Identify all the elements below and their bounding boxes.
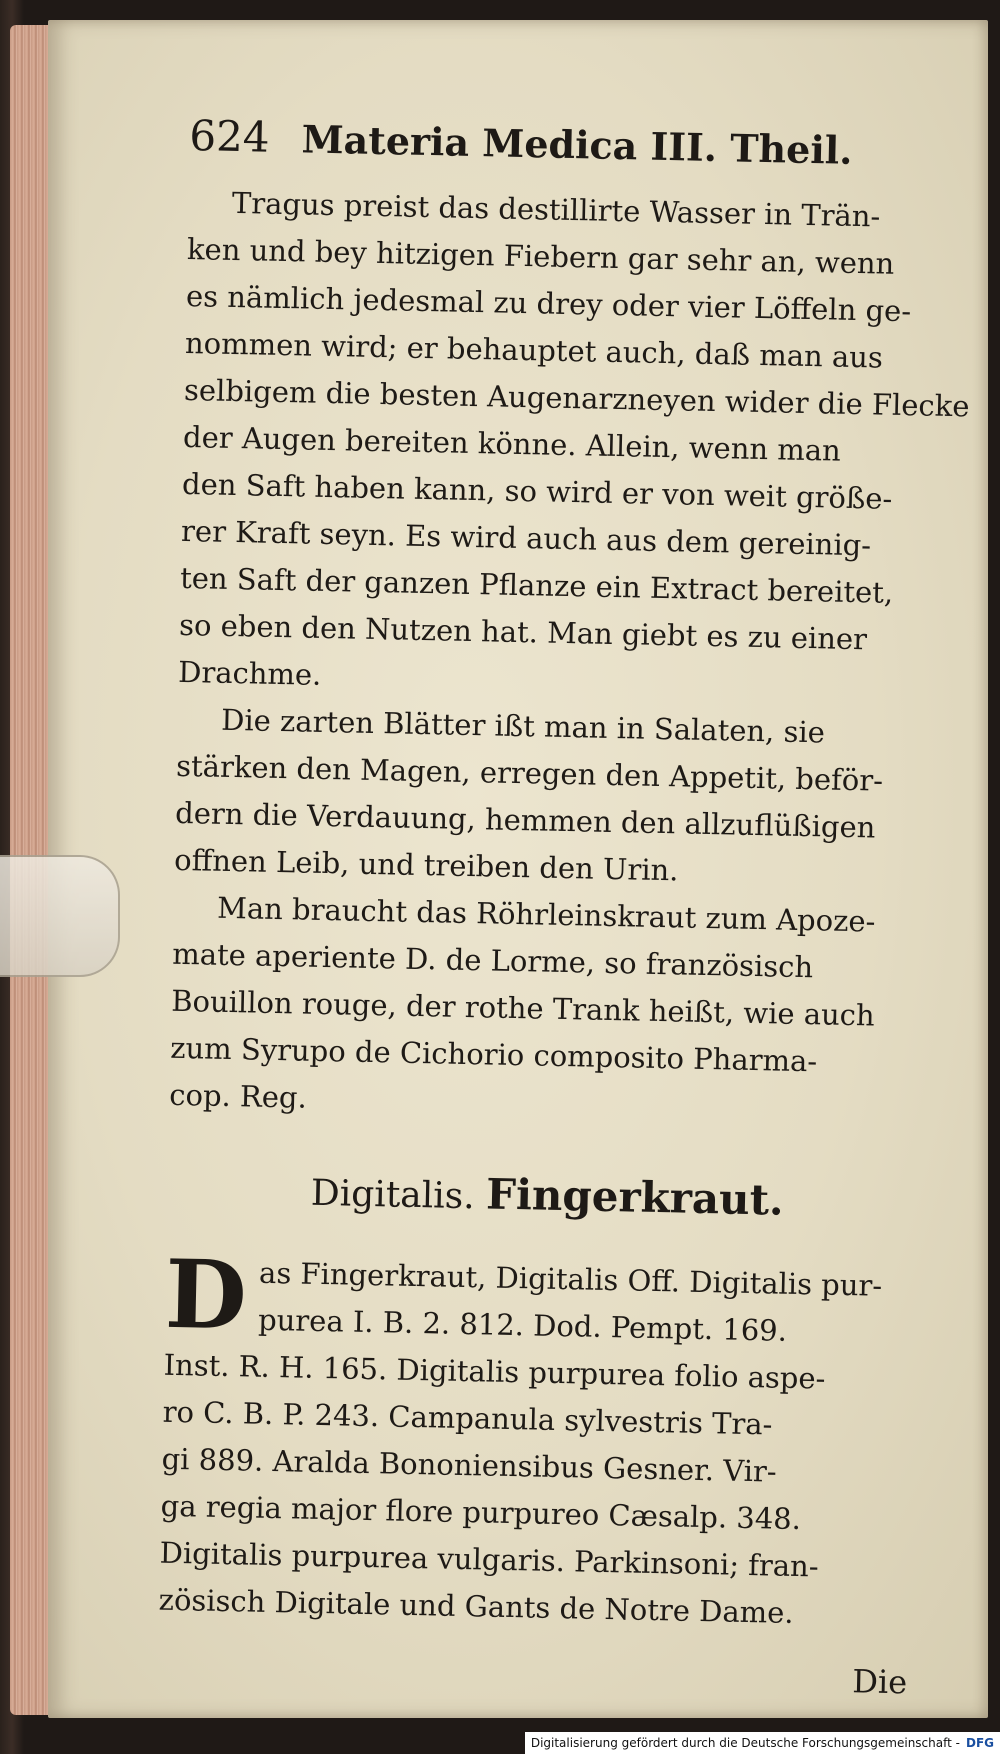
text-line: cop. Reg. [168,1077,308,1115]
text-line: offnen Leib, und treiben den Urin. [173,842,679,888]
text-line: es nämlich jedesmal zu drey oder vier Löffeln ge- [185,278,912,329]
text-line: ga regia major flore purpureo Cæsalp. 348. [160,1488,802,1537]
text-line: Man braucht das Röhrleinskraut zum Apoze- [216,890,876,939]
text-line: ten Saft der ganzen Pflanze ein Extract bereitet, [179,560,894,610]
text-line: gi 889. Aralda Bononiensibus Gesner. Vir- [161,1441,777,1489]
text-line: purea I. B. 2. 812. Dod. Pempt. 169. [257,1302,788,1348]
text-line: dern die Verdauung, hemmen den allzuflüßigen [174,795,876,845]
catchword: Die [851,1662,908,1702]
text-line: ro C. B. P. 243. Campanula sylvestris Tra- [162,1394,773,1442]
paragraph-tragus [177,179,970,712]
text-line: nommen wird; er behauptet auch, daß man aus [184,325,884,375]
drop-cap: D [163,1239,248,1352]
text-line: der Augen bereiten könne. Allein, wenn man [182,419,842,468]
running-title: Materia Medica III. Theil. [301,116,853,173]
dfg-logo: DFG [965,1736,994,1750]
text-line: Die zarten Blätter ißt man in Salaten, sie [220,702,826,750]
text-line: zum Syrupo de Cichorio composito Pharma- [169,1030,818,1079]
digitization-footer [525,1732,1000,1754]
section-heading [167,1163,928,1228]
text-line: Inst. R. H. 165. Digitalis purpurea folio aspe- [163,1347,826,1396]
paragraph-digitalis [158,1239,926,1640]
text-line: ken und bey hitzigen Fiebern gar sehr an, wenn [186,231,895,281]
text-line: mate aperiente D. de Lorme, so französisch [171,936,814,985]
section-title-german: Fingerkraut. [485,1169,785,1225]
text-line: Digitalis purpurea vulgaris. Parkinsoni; fran- [159,1535,819,1584]
paragraph-leaves [174,696,938,900]
bookmark-tab [0,855,120,977]
text-line: stärken den Magen, erregen den Appetit, beför- [175,748,884,798]
text-line: selbigem die besten Augenarzneyen wider die Flecke [183,372,970,424]
text-line: Tragus preist das destillirte Wasser in Trän- [231,185,881,234]
text-line: zösisch Digitale und Gants de Notre Dame. [158,1582,794,1630]
text-line: so eben den Nutzen hat. Man giebt es zu einer [178,607,868,657]
footer-text: Digitalisierung gefördert durch die Deutsche Forschungsgemeinschaft - [530,1736,960,1750]
text-line: Bouillon rouge, der rothe Trank heißt, wie auch [170,983,876,1033]
text-line: den Saft haben kann, so wird er von weit größe- [181,466,893,516]
page-content [157,108,970,1702]
page-number: 624 [188,110,271,162]
text-line: as Fingerkraut, Digitalis Off. Digitalis pur- [258,1255,883,1303]
paragraph-usage [169,884,934,1135]
text-line: Drachme. [177,654,322,692]
section-title-latin: Digitalis. [310,1172,476,1218]
text-line: rer Kraft seyn. Es wird auch aus dem gereinig- [180,513,872,563]
